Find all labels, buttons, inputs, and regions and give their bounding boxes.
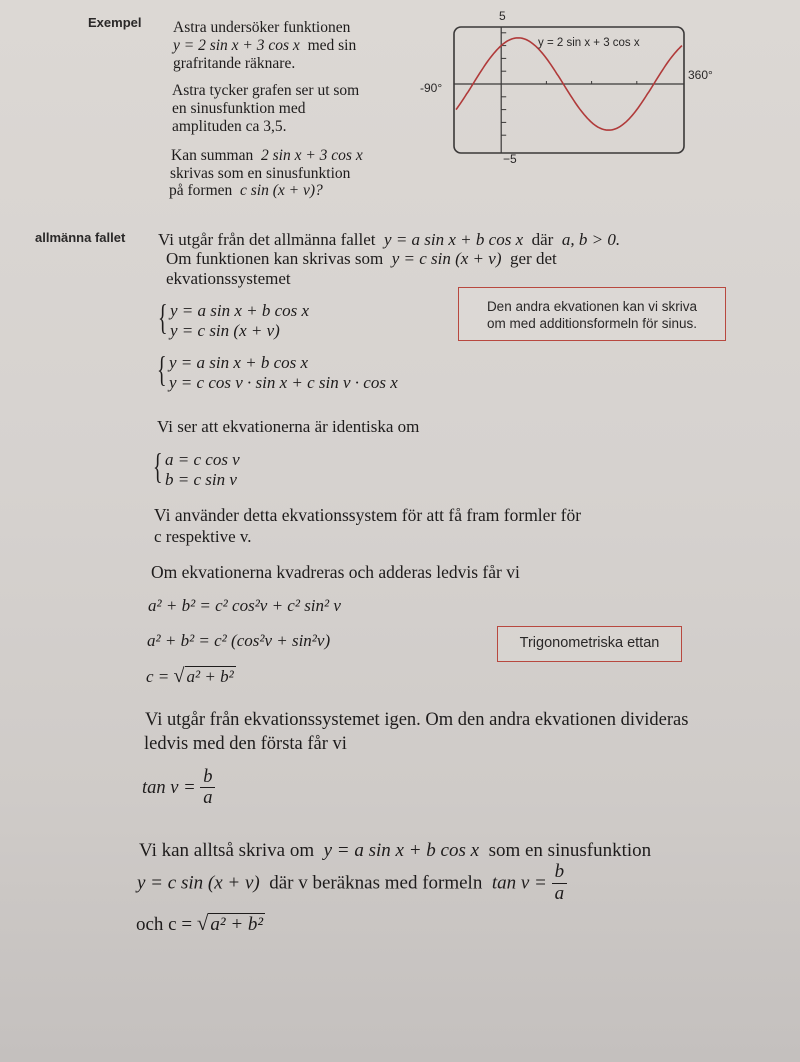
example-form: c sin (x + v)? xyxy=(240,182,323,199)
math: c = xyxy=(146,667,170,686)
brace: { xyxy=(158,297,168,337)
equation-system-1 xyxy=(158,297,310,341)
note-trig-identity: Trigonometriska ettan xyxy=(497,626,682,662)
equation-3 xyxy=(146,666,236,687)
equation: y = a sin x + b cos x xyxy=(169,353,309,372)
tan-formula xyxy=(142,767,215,809)
conclusion-line xyxy=(136,912,265,936)
example-function: y = 2 sin x + 3 cos x xyxy=(173,37,300,54)
equation: y = c cos v · sin x + c sin v · cos x xyxy=(169,373,398,392)
example-label: Exempel xyxy=(88,15,142,30)
equation-system-3 xyxy=(153,446,240,490)
example-text xyxy=(173,37,356,55)
example-text: amplituden ca 3,5. xyxy=(172,118,287,135)
brace: { xyxy=(153,446,163,486)
intro-line xyxy=(158,230,620,250)
y-max-label: 5 xyxy=(499,9,506,23)
text: som en sinusfunktion xyxy=(488,840,652,861)
text-line: ledvis med den första får vi xyxy=(144,734,347,754)
math: y = c sin (x + v) xyxy=(137,872,260,894)
note-text: Den andra ekvationen kan vi skriva xyxy=(486,299,698,314)
text: ger det xyxy=(510,249,557,268)
example-text: på formen xyxy=(169,182,233,199)
math: a, b > 0. xyxy=(561,230,621,249)
x-max-label: 360° xyxy=(688,68,713,82)
y-min-label: −5 xyxy=(503,152,517,166)
numerator: b xyxy=(200,767,215,788)
example-text: med sin xyxy=(307,37,357,54)
text-line: Om ekvationerna kvadreras och adderas ledvis får vi xyxy=(151,562,520,582)
fraction xyxy=(200,767,215,809)
math: y = c sin (x + v) xyxy=(391,249,502,268)
intro-line xyxy=(166,249,557,269)
note-addition-formula xyxy=(458,287,726,341)
text-line: Vi utgår från ekvationssystemet igen. Om den andra ekvationen divideras xyxy=(145,710,689,730)
text: Om funktionen kan skrivas som xyxy=(166,249,384,268)
text-line: c respektive v. xyxy=(154,527,252,546)
text: Vi kan alltså skriva om xyxy=(139,840,315,861)
example-text: en sinusfunktion med xyxy=(172,100,306,117)
equation-system-2 xyxy=(157,349,398,393)
note-text: om med additionsformeln för sinus. xyxy=(486,316,698,331)
calculator-graph xyxy=(410,0,730,175)
conclusion-line xyxy=(137,862,567,905)
text-line: Vi använder detta ekvationssystem för att få fram formler för xyxy=(154,505,582,525)
example-text: Astra undersöker funktionen xyxy=(173,19,351,36)
text-line: Vi ser att ekvationerna är identiska om xyxy=(157,417,420,436)
math: tan v = xyxy=(142,777,196,798)
conclusion-line xyxy=(139,840,651,862)
equation: y = c sin (x + v) xyxy=(170,321,280,340)
example-sum: 2 sin x + 3 cos x xyxy=(260,147,363,164)
sqrt-icon: √ xyxy=(173,665,185,687)
math: y = a sin x + b cos x xyxy=(384,230,524,249)
intro-line: ekvationssystemet xyxy=(166,269,291,288)
example-text: grafritande räknare. xyxy=(173,55,296,72)
radicand: a² + b² xyxy=(210,914,264,935)
numerator: b xyxy=(552,862,568,884)
example-text: Astra tycker grafen ser ut som xyxy=(172,82,360,99)
graph-title: y = 2 sin x + 3 cos x xyxy=(538,37,640,49)
math: tan v = xyxy=(491,872,547,894)
equation-1: a² + b² = c² cos²v + c² sin² v xyxy=(148,596,341,615)
denominator: a xyxy=(203,788,213,809)
fraction xyxy=(552,862,568,905)
example-text: Kan summan xyxy=(171,147,254,164)
text: och c = xyxy=(136,914,193,935)
radicand: a² + b² xyxy=(186,667,234,686)
denominator: a xyxy=(554,882,565,904)
text: där v beräknas med formeln xyxy=(269,872,483,894)
x-min-label: -90° xyxy=(420,81,443,95)
example-text: skrivas som en sinusfunktion xyxy=(170,165,351,182)
example-text xyxy=(169,182,323,200)
equation: a = c cos v xyxy=(165,450,240,469)
general-label: allmänna fallet xyxy=(35,230,126,245)
equation-2: a² + b² = c² (cos²v + sin²v) xyxy=(147,631,331,650)
equation: b = c sin v xyxy=(165,470,237,489)
text: Vi utgår från det allmänna fallet xyxy=(158,230,376,249)
sqrt-icon: √ xyxy=(196,911,209,935)
example-text xyxy=(171,147,363,165)
math: y = a sin x + b cos x xyxy=(323,840,480,861)
equation: y = a sin x + b cos x xyxy=(170,301,310,320)
brace: { xyxy=(157,349,167,389)
text: där xyxy=(531,230,554,249)
